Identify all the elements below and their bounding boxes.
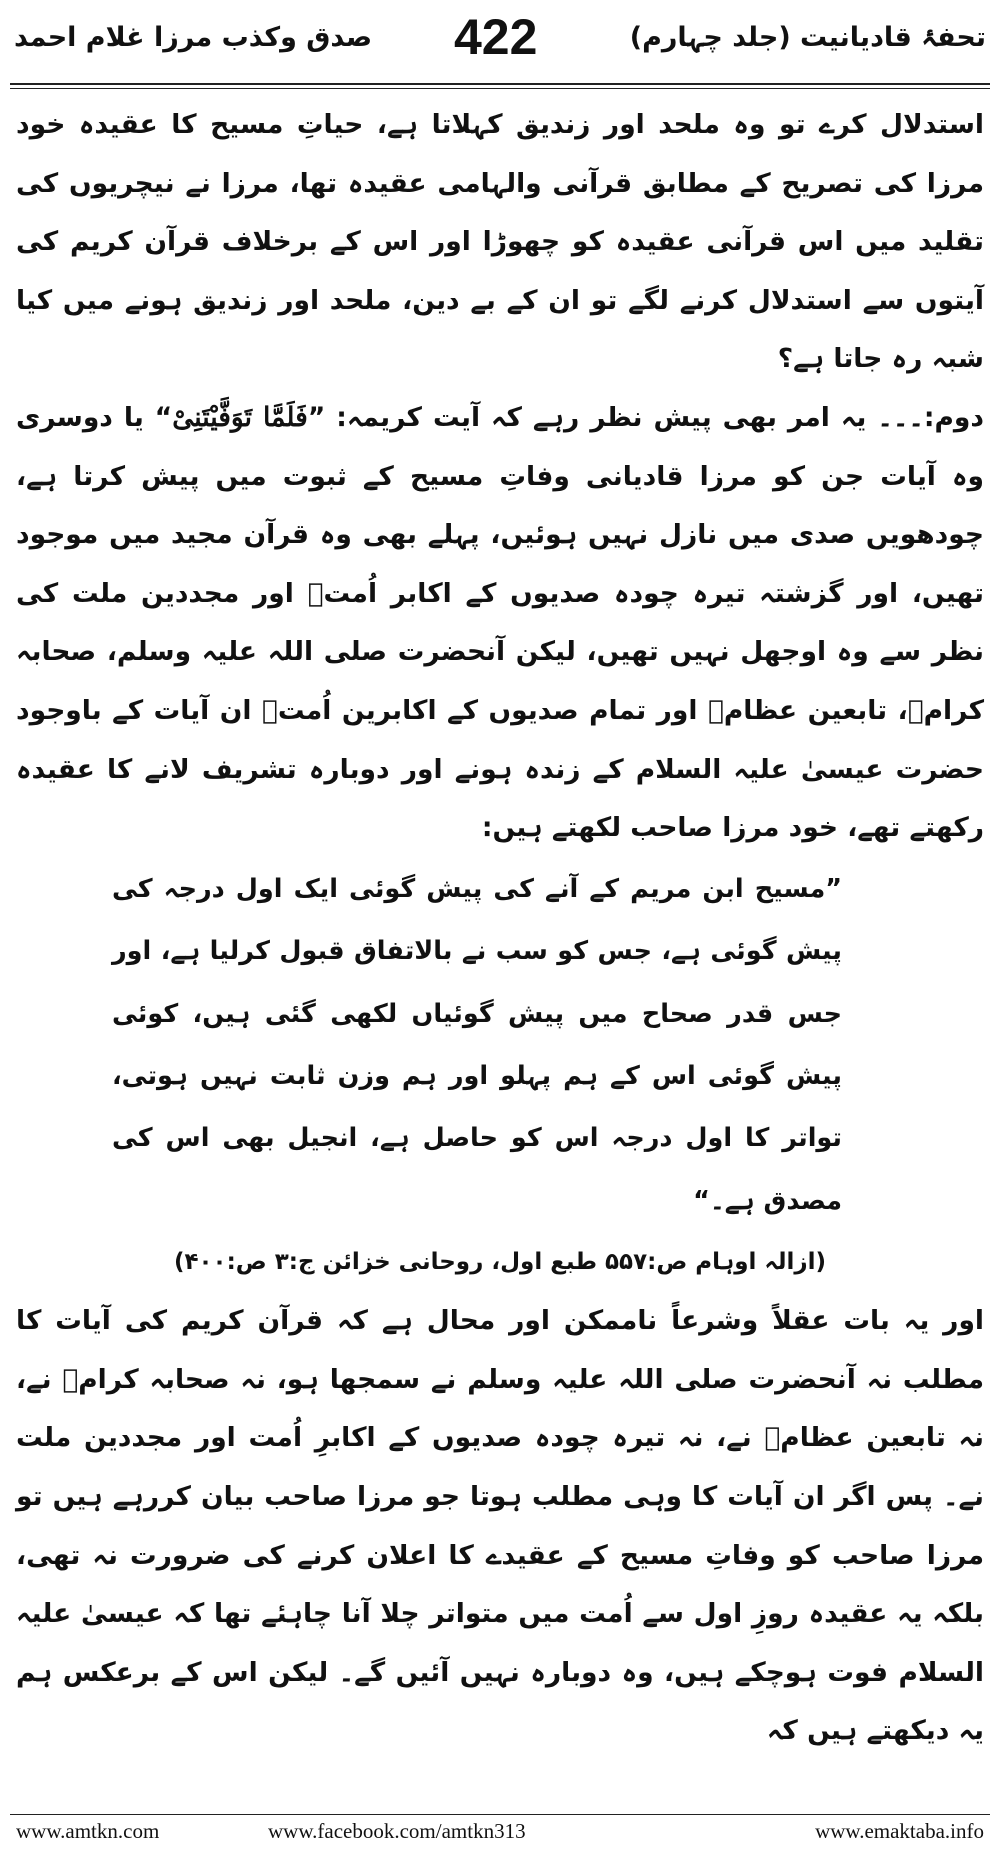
page-header (14, 8, 986, 80)
header-divider (10, 83, 990, 89)
paragraph-1: استدلال کرے تو وہ ملحد اور زندیق کہلاتا ہے، حیاتِ مسیح کا عقیدہ خود مرزا کی تصریح کے مطابق قرآنی والہامی عقیدہ تھا، مرزا نے نیچریوں کی تقلید میں اس قرآنی عقیدہ کو چھوڑا اور اس کے برخلاف قرآن کریم کی آیتوں سے استدلال کرنے لگے تو ان کے بے دین، ملحد اور زندیق ہونے میں کیا شبہ رہ جاتا ہے؟ (16, 109, 984, 375)
quote-text: ”مسیح ابن مریم کے آنے کی پیش گوئی ایک اول درجہ کی پیش گوئی ہے، جس کو سب نے بالاتفاق قبول کرلیا ہے، اور جس قدر صحاح میں پیش گوئیاں لکھی گئی ہیں، کوئی پیش گوئی اس کے ہم پہلو اور ہم وزن ثابت نہیں ہوتی، تواتر کا اول درجہ اس کو حاصل ہے، انجیل بھی اس کی مصدق ہے۔“ (112, 873, 842, 1216)
paragraph-2-intro: یہ امر بھی پیش نظر رہے کہ آیت کریمہ: ” (307, 401, 878, 433)
footer-link-amtkn[interactable]: www.amtkn.com (16, 1819, 160, 1843)
page-footer (16, 1819, 984, 1847)
paragraph-2 (16, 389, 984, 858)
book-title: تحفۂ قادیانیت (جلد چہارم) (629, 22, 986, 53)
section-title: صدق وکذب مرزا غلام احمد (14, 22, 373, 53)
quran-ayah: فَلَمَّا تَوَفَّيْتَنِیْ (172, 401, 308, 433)
page-body (16, 96, 984, 1761)
block-quote (112, 858, 842, 1232)
footer-divider (10, 1814, 990, 1815)
paragraph-2-rest: “ یا دوسری وہ آیات جن کو مرزا قادیانی وفاتِ مسیح کے ثبوت میں پیش کرتا ہے، چودھویں صدی میں نازل نہیں ہوئیں، پہلے بھی وہ قرآن مجید میں موجود تھیں، اور گزشتہ تیرہ چودہ صدیوں کے اکابر اُمتؒ اور مجددین ملت کی نظر سے وہ اوجھل نہیں تھیں، لیکن آنحضرت صلی اللہ علیہ وسلم، صحابہ کرامؓ، تابعین عظامؒ اور تمام صدیوں کے اکابرین اُمتؒ ان آیات کے باوجود حضرت عیسیٰ علیہ السلام کے زندہ ہونے اور دوبارہ تشریف لانے کا عقیدہ رکھتے تھے، خود مرزا صاحب لکھتے ہیں: (16, 401, 984, 844)
footer-link-emaktaba[interactable]: www.emaktaba.info (815, 1819, 984, 1843)
paragraph-2-label: دوم:۔۔۔ (877, 401, 984, 433)
footer-link-facebook[interactable]: www.facebook.com/amtkn313 (268, 1819, 526, 1843)
paragraph-3: اور یہ بات عقلاً وشرعاً ناممکن اور محال ہے کہ قرآن کریم کی آیات کا مطلب نہ آنحضرت صلی اللہ علیہ وسلم نے سمجھا ہو، نہ صحابہ کرامؓ نے، نہ تابعین عظامؒ نے، نہ تیرہ چودہ صدیوں کے اکابرِ اُمت اور مجددین ملت نے۔ پس اگر ان آیات کا وہی مطلب ہوتا جو مرزا صاحب بیان کررہے ہیں تو مرزا صاحب کو وفاتِ مسیح کے عقیدے کا اعلان کرنے کی ضرورت نہ تھی، بلکہ یہ عقیدہ روزِ اول سے اُمت میں متواتر چلا آنا چاہئے تھا کہ عیسیٰ علیہ السلام فوت ہوچکے ہیں، وہ دوبارہ نہیں آئیں گے۔ لیکن اس کے برعکس ہم یہ دیکھتے ہیں کہ (16, 1305, 984, 1747)
quote-citation: (ازالہ اوہام ص:۵۵۷ طبع اول، روحانی خزائن ج:۳ ص:۴۰۰) (173, 1249, 827, 1276)
page-number: 422 (454, 9, 538, 65)
